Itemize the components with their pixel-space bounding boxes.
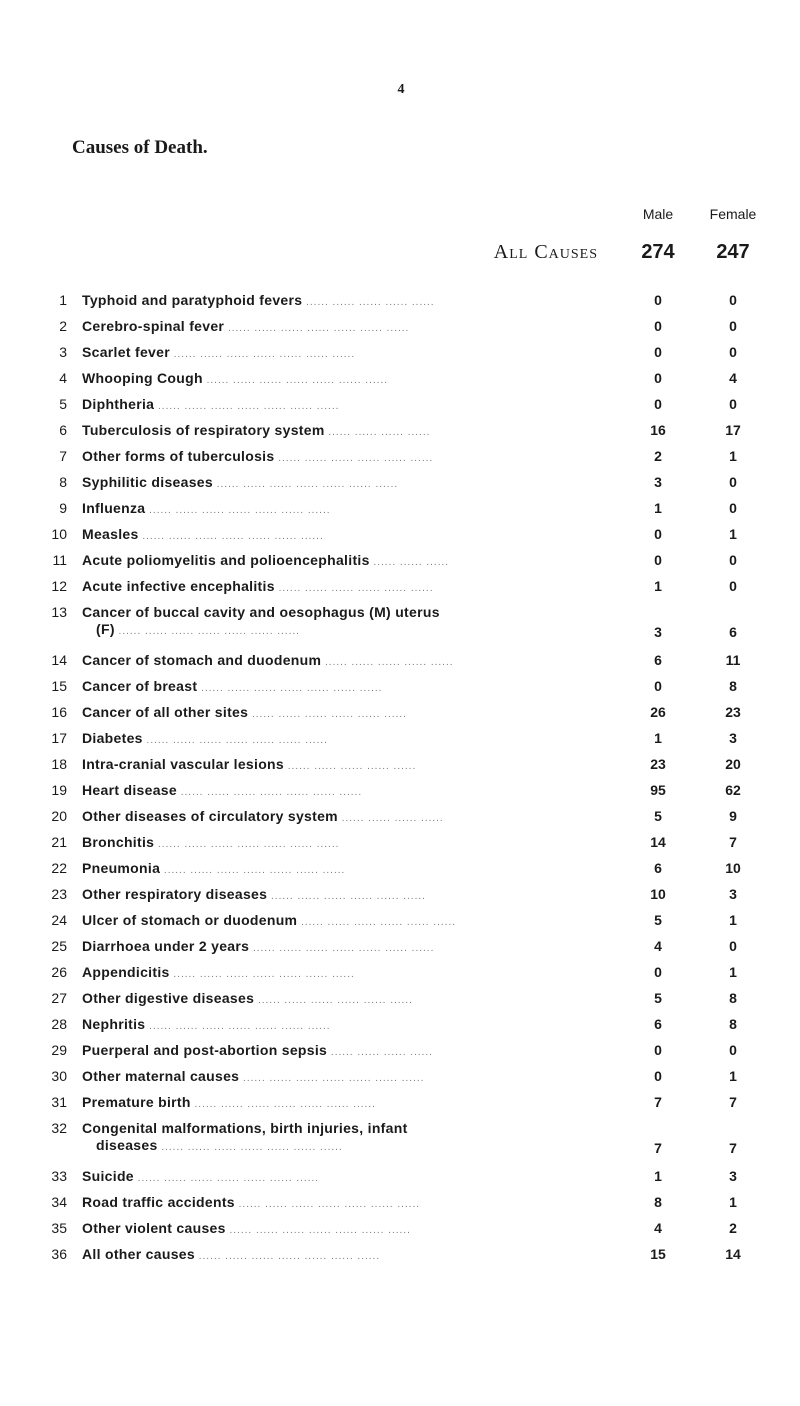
female-count: 11 [725,652,741,668]
table-row [0,370,800,394]
cause-text: All other causes [82,1246,195,1262]
table-row [0,448,800,472]
column-header-female: Female [709,206,757,222]
leader-dots: ...... ...... ...... ...... ...... ...... ...... [133,1173,320,1184]
cause-text: Scarlet fever [82,344,170,360]
row-number: 30 [51,1068,67,1084]
female-count: 3 [729,1168,737,1184]
cause-label [82,782,602,801]
cause-text: Measles [82,526,139,542]
cause-text: Other maternal causes [82,1068,240,1084]
cause-text: Whooping Cough [82,370,203,386]
cause-text: Acute infective encephalitis [82,578,275,594]
male-count: 1 [654,500,662,516]
cause-label [82,912,602,931]
female-count: 6 [729,624,737,640]
cause-text: Typhoid and paratyphoid fevers [82,292,303,308]
leader-dots: ...... ...... ...... ...... ...... ...... ...... [160,865,346,876]
male-count: 1 [654,730,662,746]
male-count: 0 [654,318,662,334]
cause-text: Diabetes [82,730,143,746]
cause-label [82,730,602,749]
row-number: 24 [51,912,67,928]
female-count: 17 [725,422,741,438]
page-number: 4 [397,82,405,97]
female-count: 9 [729,808,737,824]
male-count: 4 [654,938,662,954]
cause-label [82,1042,602,1061]
female-count: 0 [729,344,737,360]
row-number: 2 [59,318,67,334]
row-number: 9 [59,500,67,516]
row-number: 17 [51,730,67,746]
cause-text: Diarrhoea under 2 years [82,938,250,954]
cause-label [82,448,602,467]
table-row [0,652,800,676]
cause-label [82,474,602,493]
table-row [0,396,800,420]
table-row [0,578,800,602]
table-row [0,1246,800,1270]
leader-dots: ...... ...... ...... ...... ...... ...... ...... [176,787,363,798]
table-row [0,318,800,342]
male-count: 0 [654,552,662,568]
leader-dots: ...... ...... ...... ...... [337,813,444,824]
cause-text: Other respiratory diseases [82,886,268,902]
leader-dots: ...... ...... ...... ...... ...... ...... ...... [114,626,300,637]
cause-label [82,964,602,983]
row-number: 35 [51,1220,67,1236]
cause-label [82,500,602,519]
cause-text-continued: diseases [96,1137,158,1153]
table-row [0,938,800,962]
row-number: 20 [51,808,67,824]
male-count: 2 [654,448,662,464]
row-number: 1 [59,292,67,308]
cause-label [82,370,602,389]
table-row [0,1194,800,1218]
cause-label [82,526,602,545]
female-count: 7 [729,834,737,850]
cause-text: Diphtheria [82,396,155,412]
cause-text-continued: (F) [96,621,115,637]
table-row [0,1220,800,1244]
female-count: 2 [729,1220,737,1236]
table-row [0,964,800,988]
male-count: 5 [654,912,662,928]
leader-dots: ...... ...... ...... ...... ...... ...... ...... [142,735,328,746]
leader-dots: ...... ...... ...... ...... ...... ...... ...... [202,375,388,386]
leader-dots: ...... ...... ...... ...... ...... ...... ...... [212,479,399,490]
row-number: 26 [51,964,67,980]
leader-dots: ...... ...... ...... ...... [327,1047,433,1058]
row-number: 31 [51,1094,67,1110]
cause-label [82,604,602,640]
leader-dots: ...... ...... ...... ...... ...... ...... [248,709,407,720]
row-number: 25 [51,938,67,954]
cause-text: Syphilitic diseases [82,474,213,490]
cause-text: Road traffic accidents [82,1194,235,1210]
male-count: 0 [654,292,662,308]
cause-text: Suicide [82,1168,134,1184]
table-row [0,552,800,576]
table-row [0,912,800,936]
row-number: 22 [51,860,67,876]
cause-text: Acute poliomyelitis and polioencephalitis [82,552,370,568]
female-count: 1 [729,964,737,980]
table-row [0,756,800,780]
female-count: 0 [729,578,737,594]
female-count: 1 [729,1194,737,1210]
column-header-male: Male [642,206,674,222]
row-number: 33 [51,1168,67,1184]
cause-label [82,1246,602,1265]
cause-text: Pneumonia [82,860,161,876]
table-row [0,292,800,316]
cause-text: Ulcer of stomach or duodenum [82,912,298,928]
leader-dots: ...... ...... ...... ...... ...... ...... ...... [169,969,355,980]
male-count: 0 [654,964,662,980]
female-count: 10 [725,860,741,876]
male-count: 4 [654,1220,662,1236]
female-count: 0 [729,500,737,516]
leader-dots: ...... ...... ...... ...... ...... [321,657,454,668]
table-row [0,704,800,728]
cause-text: Intra-cranial vascular lesions [82,756,284,772]
leader-dots: ...... ...... ...... ...... ...... ...... [297,917,457,928]
female-count: 0 [729,1042,737,1058]
male-count: 0 [654,1068,662,1084]
leader-dots: ...... ...... ...... ...... ...... ...... [267,891,426,902]
row-number: 3 [59,344,67,360]
male-count: 7 [654,1094,662,1110]
cause-text: Cancer of all other sites [82,704,249,720]
cause-text: Tuberculosis of respiratory system [82,422,325,438]
leader-dots: ...... ...... ...... ...... ...... ...... ...... [194,1251,381,1262]
cause-label [82,292,602,311]
row-number: 4 [59,370,67,386]
table-row [0,860,800,884]
row-number: 10 [51,526,67,542]
male-count: 23 [650,756,666,772]
male-count: 10 [650,886,666,902]
cause-label [82,886,602,905]
cause-label [82,578,602,597]
table-row [0,344,800,368]
row-number: 21 [51,834,67,850]
cause-text: Cerebro-spinal fever [82,318,225,334]
cause-label [82,808,602,827]
cause-label [82,1168,602,1187]
male-count: 0 [654,370,662,386]
male-count: 0 [654,678,662,694]
cause-label [82,704,602,723]
leader-dots: ...... ...... ...... ...... ...... ...... ...... [154,401,340,412]
male-count: 5 [654,808,662,824]
cause-text: Other violent causes [82,1220,226,1236]
table-row [0,886,800,910]
all-causes-female-total: 247 [716,241,750,263]
cause-text: Premature birth [82,1094,191,1110]
row-number: 5 [59,396,67,412]
female-count: 8 [729,990,737,1006]
table-row [0,990,800,1014]
male-count: 1 [654,1168,662,1184]
table-row [0,730,800,754]
female-count: 62 [725,782,741,798]
leader-dots: ...... ...... ...... ...... ...... ...... ...... [225,1225,411,1236]
cause-text: Other diseases of circulatory system [82,808,338,824]
male-count: 8 [654,1194,662,1210]
leader-dots: ...... ...... ...... [369,557,450,568]
cause-text: Cancer of stomach and duodenum [82,652,322,668]
cause-text: Other forms of tuberculosis [82,448,275,464]
table-row [0,1120,800,1156]
leader-dots: ...... ...... ...... ...... ...... ...... ...... [249,943,435,954]
row-number: 32 [51,1120,67,1136]
row-number: 28 [51,1016,67,1032]
leader-dots: ...... ...... ...... ...... ...... ...... ...... [239,1073,425,1084]
leader-dots: ...... ...... ...... ...... ...... ...... ...... [145,1021,331,1032]
all-causes-male-total: 274 [641,241,675,263]
male-count: 6 [654,860,662,876]
row-number: 27 [51,990,67,1006]
leader-dots: ...... ...... ...... ...... ...... ...... ...... [157,1142,343,1153]
male-count: 0 [654,1042,662,1058]
row-number: 12 [51,578,67,594]
table-row [0,782,800,806]
female-count: 14 [725,1246,741,1262]
cause-text: Influenza [82,500,146,516]
female-count: 4 [729,370,737,386]
cause-label [82,318,602,337]
row-number: 13 [51,604,67,620]
table-row [0,1068,800,1092]
row-number: 14 [51,652,67,668]
male-count: 0 [654,526,662,542]
male-count: 0 [654,396,662,412]
female-count: 1 [729,1068,737,1084]
male-count: 3 [654,474,662,490]
male-count: 26 [650,704,666,720]
female-count: 0 [729,396,737,412]
leader-dots: ...... ...... ...... ...... ...... ...... [254,995,413,1006]
cause-label [82,678,602,697]
cause-text: Appendicitis [82,964,170,980]
cause-text: Congenital malformations, birth injuries, infant [82,1120,408,1136]
female-count: 0 [729,938,737,954]
row-number: 36 [51,1246,67,1262]
female-count: 20 [725,756,741,772]
table-row [0,1042,800,1066]
female-count: 8 [729,678,737,694]
all-causes-label: All Causes [493,241,598,263]
row-number: 34 [51,1194,67,1210]
male-count: 0 [654,344,662,360]
male-count: 1 [654,578,662,594]
cause-label [82,396,602,415]
row-number: 18 [51,756,67,772]
cause-label [82,1120,602,1156]
female-count: 7 [729,1094,737,1110]
row-number: 8 [59,474,67,490]
female-count: 1 [729,448,737,464]
male-count: 95 [650,782,666,798]
table-row [0,526,800,550]
female-count: 3 [729,730,737,746]
row-number: 16 [51,704,67,720]
cause-label [82,938,602,957]
cause-text: Cancer of buccal cavity and oesophagus (M) uterus [82,604,440,620]
leader-dots: ...... ...... ...... ...... ...... ...... ...... [169,349,356,360]
cause-label [82,344,602,363]
cause-label [82,990,602,1009]
table-row [0,422,800,446]
male-count: 5 [654,990,662,1006]
table-row [0,834,800,858]
cause-text: Nephritis [82,1016,146,1032]
table-row [0,1094,800,1118]
leader-dots: ...... ...... ...... ...... ...... ...... ...... [190,1099,376,1110]
cause-label [82,834,602,853]
leader-dots: ...... ...... ...... ...... ...... [302,297,435,308]
female-count: 8 [729,1016,737,1032]
cause-label [82,1220,602,1239]
table-row [0,474,800,498]
cause-text: Cancer of breast [82,678,198,694]
female-count: 0 [729,318,737,334]
cause-label [82,1094,602,1113]
row-number: 19 [51,782,67,798]
leader-dots: ...... ...... ...... ...... ...... ...... ...... [145,505,331,516]
page-title: Causes of Death. [72,137,208,158]
leader-dots: ...... ...... ...... ...... [324,427,431,438]
cause-label [82,422,602,441]
female-count: 0 [729,552,737,568]
male-count: 6 [654,652,662,668]
cause-label [82,1194,602,1213]
table-row [0,604,800,640]
row-number: 15 [51,678,67,694]
female-count: 1 [729,912,737,928]
leader-dots: ...... ...... ...... ...... ...... ...... ...... [234,1199,421,1210]
row-number: 6 [59,422,67,438]
leader-dots: ...... ...... ...... ...... ...... ...... ...... [154,839,340,850]
female-count: 23 [725,704,741,720]
table-row [0,808,800,832]
cause-label [82,1016,602,1035]
row-number: 23 [51,886,67,902]
female-count: 1 [729,526,737,542]
cause-label [82,652,602,671]
cause-text: Bronchitis [82,834,155,850]
row-number: 29 [51,1042,67,1058]
cause-text: Other digestive diseases [82,990,255,1006]
male-count: 14 [650,834,666,850]
table-row [0,1016,800,1040]
cause-label [82,756,602,775]
cause-label [82,552,602,571]
female-count: 0 [729,292,737,308]
cause-text: Heart disease [82,782,177,798]
male-count: 15 [650,1246,666,1262]
leader-dots: ...... ...... ...... ...... ...... ...... ...... [197,683,383,694]
table-row [0,500,800,524]
male-count: 3 [654,624,662,640]
cause-label [82,860,602,879]
leader-dots: ...... ...... ...... ...... ...... ...... [274,453,434,464]
cause-text: Puerperal and post-abortion sepsis [82,1042,328,1058]
leader-dots: ...... ...... ...... ...... ...... ...... ...... [138,531,324,542]
table-row [0,1168,800,1192]
male-count: 16 [650,422,666,438]
row-number: 7 [59,448,67,464]
male-count: 6 [654,1016,662,1032]
male-count: 7 [654,1140,662,1156]
female-count: 3 [729,886,737,902]
female-count: 0 [729,474,737,490]
female-count: 7 [729,1140,737,1156]
table-row [0,678,800,702]
leader-dots: ...... ...... ...... ...... ...... ...... ...... [224,323,410,334]
leader-dots: ...... ...... ...... ...... ...... ...... [274,583,434,594]
cause-label [82,1068,602,1087]
leader-dots: ...... ...... ...... ...... ...... [283,761,417,772]
row-number: 11 [52,552,67,568]
